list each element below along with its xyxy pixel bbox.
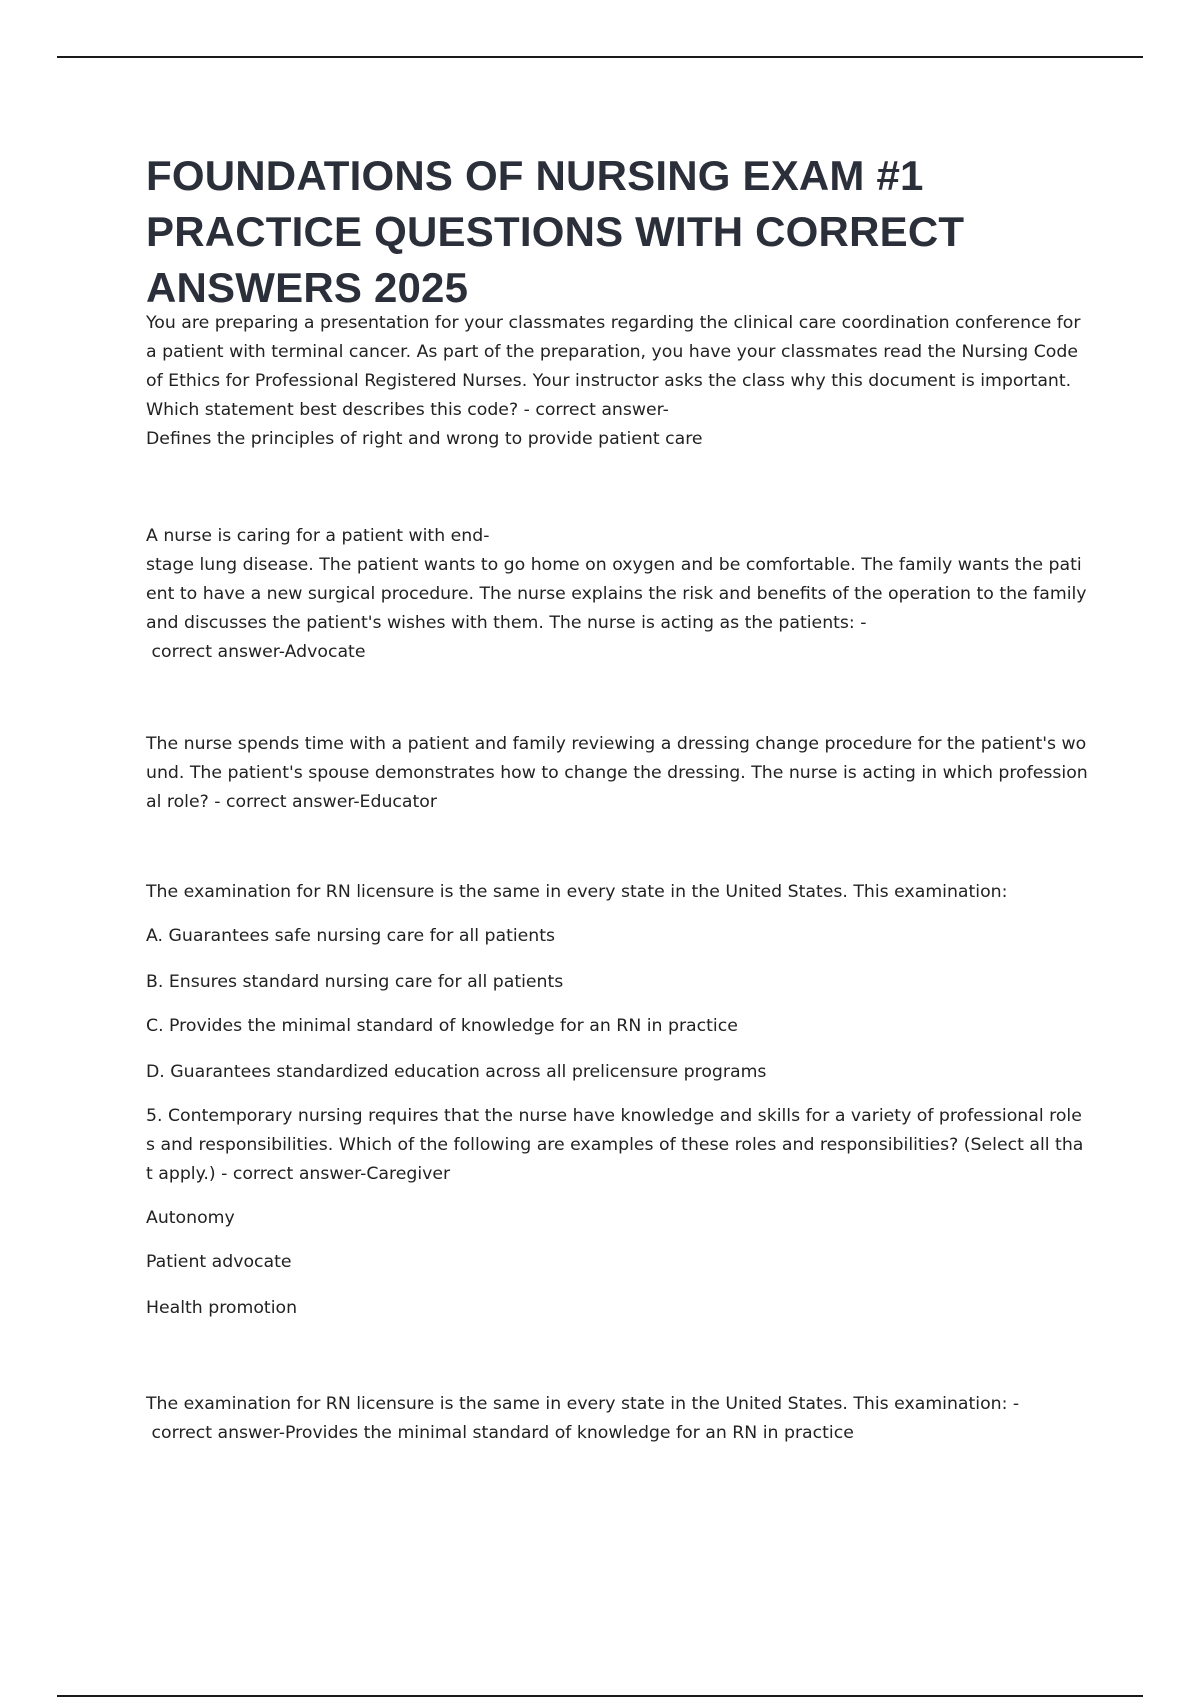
question-5-answer-autonomy: Autonomy: [146, 1208, 235, 1228]
question-4-option-b: B. Ensures standard nursing care for all patients: [146, 972, 564, 992]
question-4: [146, 878, 1090, 1087]
question-4-text: The examination for RN licensure is the same in every state in the United States. This examination:: [146, 882, 1008, 902]
question-2-text: stage lung disease. The patient wants to go home on oxygen and be comfortable. The family wants the patient to have a new surgical procedure. The nurse explains the risk and benefits of the operation to the family and discusses the patient's wishes with them. The nurse is acting as the patients: -: [146, 555, 1087, 633]
question-2: [146, 522, 1090, 667]
question-1-answer: Defines the principles of right and wrong to provide patient care: [146, 429, 703, 449]
document-title: FOUNDATIONS OF NURSING EXAM #1 PRACTICE QUESTIONS WITH CORRECT ANSWERS 2025: [146, 152, 965, 311]
question-5-answer-health-promotion: Health promotion: [146, 1298, 298, 1318]
question-4-option-d: D. Guarantees standardized education across all prelicensure programs: [146, 1062, 767, 1082]
question-1-text: You are preparing a presentation for your classmates regarding the clinical care coordination conference for a patient with terminal cancer. As part of the preparation, you have your classmates read the Nursing Code of Ethics for Professional Registered Nurses. Your instructor asks the class why this document is important. Which statement best describes this code? - correct answer-: [146, 313, 1081, 420]
question-3-text: The nurse spends time with a patient and family reviewing a dressing change procedure for the patient's wound. The patient's spouse demonstrates how to change the dressing. The nurse is acting in which professional role? - correct answer-Educator: [146, 734, 1088, 812]
document-body: [146, 148, 1090, 1443]
question-2-lead: A nurse is caring for a patient with end-: [146, 526, 490, 546]
question-4-option-c: C. Provides the minimal standard of knowledge for an RN in practice: [146, 1016, 738, 1036]
question-5: [146, 1102, 1090, 1323]
question-1: [146, 309, 1090, 454]
question-5-answer-patient-advocate: Patient advocate: [146, 1252, 292, 1272]
footer-rule: [57, 1695, 1143, 1697]
question-3: [146, 730, 1090, 817]
question-2-answer: correct answer-Advocate: [146, 642, 366, 662]
question-6: [146, 1390, 1090, 1448]
question-6-answer: correct answer-Provides the minimal standard of knowledge for an RN in practice: [146, 1423, 854, 1443]
question-6-text: The examination for RN licensure is the same in every state in the United States. This examination: -: [146, 1394, 1020, 1414]
header-rule: [57, 56, 1143, 58]
question-4-option-a: A. Guarantees safe nursing care for all patients: [146, 926, 556, 946]
question-5-text: 5. Contemporary nursing requires that the nurse have knowledge and skills for a variety of professional roles and responsibilities. Which of the following are examples of these roles and responsibilities? (Select all that apply.) - correct answer-Caregiver: [146, 1106, 1084, 1184]
